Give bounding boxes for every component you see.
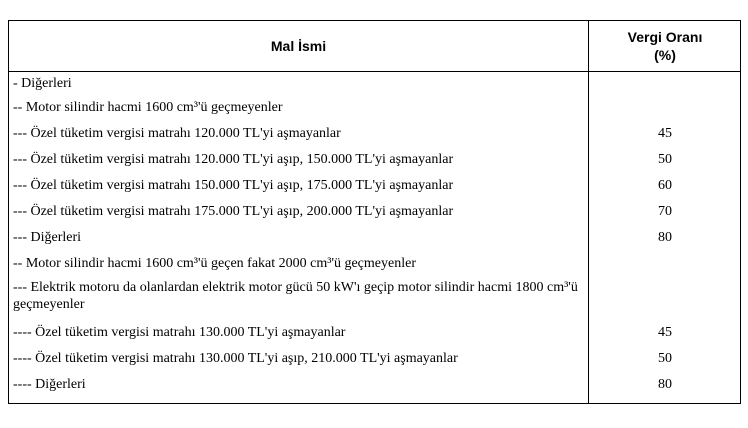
row-tax-rate: 45 [658,325,672,340]
tax-table [8,20,741,404]
row-tax-rate: 50 [658,152,672,167]
row-item-name: - Diğerleri [13,76,72,91]
row-item-name: --- Elektrik motoru da olanlardan elektrik motor gücü 50 kW'ı geçip motor silindir hacmi 1800 cm³'ü geçmeyenler [13,280,578,312]
header-tax-rate-label: Vergi Oranı [627,29,703,45]
row-tax-rate: 45 [658,126,672,141]
row-item-name: --- Diğerleri [13,230,82,245]
row-tax-rate: 50 [658,351,672,366]
row-item-name: --- Özel tüketim vergisi matrahı 150.000 TL'yi aşıp, 175.000 TL'yi aşmayanlar [13,178,454,193]
header-tax-rate-unit: (%) [654,47,676,63]
row-item-name: ---- Özel tüketim vergisi matrahı 130.000 TL'yi aşmayanlar [13,325,346,340]
header-divider [9,71,740,72]
row-tax-rate: 80 [658,230,672,245]
row-tax-rate: 60 [658,178,672,193]
row-tax-rate: 80 [658,377,672,392]
row-item-name: -- Motor silindir hacmi 1600 cm³'ü geçmeyenler [13,100,283,115]
header-item-name: Mal İsmi [270,38,327,54]
row-item-name: --- Özel tüketim vergisi matrahı 120.000 TL'yi aşıp, 150.000 TL'yi aşmayanlar [13,152,454,167]
row-item-name: ---- Özel tüketim vergisi matrahı 130.000 TL'yi aşıp, 210.000 TL'yi aşmayanlar [13,351,458,366]
row-item-name: --- Özel tüketim vergisi matrahı 175.000 TL'yi aşıp, 200.000 TL'yi aşmayanlar [13,204,454,219]
row-item-name: --- Özel tüketim vergisi matrahı 120.000 TL'yi aşmayanlar [13,126,341,141]
header-tax-rate [589,21,741,71]
row-tax-rate: 70 [658,204,672,219]
row-item-name: -- Motor silindir hacmi 1600 cm³'ü geçen fakat 2000 cm³'ü geçmeyenler [13,256,416,271]
row-item-name: ---- Diğerleri [13,377,86,392]
